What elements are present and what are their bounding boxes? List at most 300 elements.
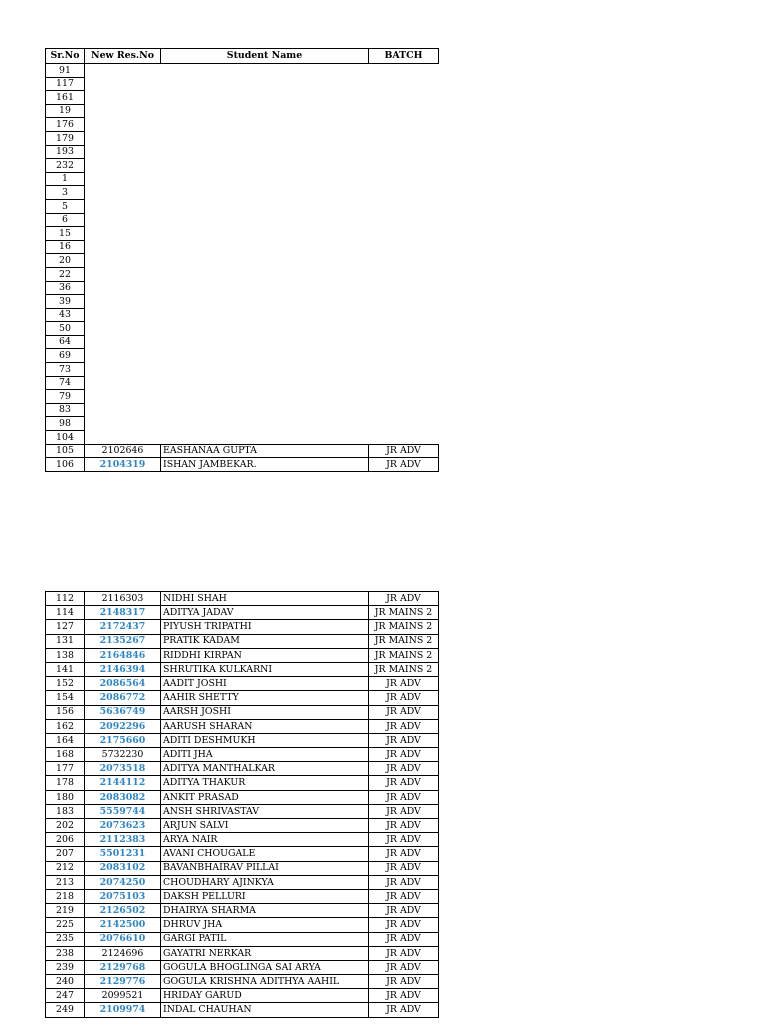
table-row xyxy=(46,677,439,691)
table-row xyxy=(46,762,439,776)
student-name-cell: AARSH JOSHI xyxy=(161,705,369,719)
sr-no-cell: 131 xyxy=(46,634,85,648)
batch-cell: JR ADV xyxy=(369,748,439,762)
empty-cell xyxy=(369,91,439,105)
batch-cell: JR MAINS 2 xyxy=(369,634,439,648)
student-name-cell: AVANI CHOUGALE xyxy=(161,847,369,861)
student-name-cell: ANSH SHRIVASTAV xyxy=(161,804,369,818)
sr-no-cell: 202 xyxy=(46,819,85,833)
sr-no-cell: 1 xyxy=(46,172,85,186)
table-row xyxy=(46,458,439,472)
student-name-cell: PIYUSH TRIPATHI xyxy=(161,620,369,634)
empty-cell xyxy=(369,349,439,363)
table-row xyxy=(46,240,439,254)
sr-no-cell: 213 xyxy=(46,875,85,889)
empty-cell xyxy=(161,131,369,145)
table-row xyxy=(46,932,439,946)
batch-cell: JR ADV xyxy=(369,861,439,875)
table-row xyxy=(46,186,439,200)
res-no-cell: 2076610 xyxy=(85,932,161,946)
batch-cell: JR MAINS 2 xyxy=(369,662,439,676)
res-no-cell: 2142500 xyxy=(85,918,161,932)
table-row xyxy=(46,403,439,417)
empty-cell xyxy=(85,159,161,173)
table-row xyxy=(46,748,439,762)
student-name-cell: ARJUN SALVI xyxy=(161,819,369,833)
table-row xyxy=(46,606,439,620)
empty-cell xyxy=(85,254,161,268)
table-row xyxy=(46,975,439,989)
batch-cell: JR ADV xyxy=(369,989,439,1003)
sr-no-cell: 117 xyxy=(46,77,85,91)
empty-cell xyxy=(85,335,161,349)
res-no-cell: 2164846 xyxy=(85,648,161,662)
table-row xyxy=(46,322,439,336)
table-row xyxy=(46,335,439,349)
res-no-cell: 2075103 xyxy=(85,889,161,903)
table-row xyxy=(46,417,439,431)
res-no-cell: 2073623 xyxy=(85,819,161,833)
empty-cell xyxy=(369,254,439,268)
table-row xyxy=(46,104,439,118)
empty-cell xyxy=(369,186,439,200)
empty-cell xyxy=(85,91,161,105)
table-row xyxy=(46,790,439,804)
res-no-cell: 2124696 xyxy=(85,946,161,960)
table-row xyxy=(46,719,439,733)
batch-cell: JR ADV xyxy=(369,1003,439,1017)
res-no-cell: 2148317 xyxy=(85,606,161,620)
table-row xyxy=(46,592,439,606)
empty-cell xyxy=(85,213,161,227)
empty-cell xyxy=(369,403,439,417)
student-name-cell: ADITYA JADAV xyxy=(161,606,369,620)
empty-cell xyxy=(85,349,161,363)
batch-cell: JR ADV xyxy=(369,691,439,705)
batch-cell: JR ADV xyxy=(369,819,439,833)
empty-cell xyxy=(369,281,439,295)
sr-no-cell: 162 xyxy=(46,719,85,733)
table-row xyxy=(46,875,439,889)
sr-no-cell: 156 xyxy=(46,705,85,719)
empty-cell xyxy=(369,390,439,404)
empty-cell xyxy=(161,240,369,254)
empty-cell xyxy=(161,390,369,404)
table-row xyxy=(46,662,439,676)
sr-no-cell: 207 xyxy=(46,847,85,861)
sr-no-cell: 64 xyxy=(46,335,85,349)
res-no-cell: 5501231 xyxy=(85,847,161,861)
res-no-cell: 2086564 xyxy=(85,677,161,691)
empty-cell xyxy=(369,145,439,159)
empty-cell xyxy=(369,104,439,118)
sr-no-cell: 249 xyxy=(46,1003,85,1017)
table-row xyxy=(46,64,439,78)
batch-cell: JR ADV xyxy=(369,592,439,606)
sr-no-cell: 225 xyxy=(46,918,85,932)
sr-no-cell: 15 xyxy=(46,227,85,241)
empty-cell xyxy=(161,403,369,417)
student-name-cell: SHRUTIKA KULKARNI xyxy=(161,662,369,676)
student-name-cell: DHRUV JHA xyxy=(161,918,369,932)
empty-cell xyxy=(161,308,369,322)
sr-no-cell: 177 xyxy=(46,762,85,776)
empty-cell xyxy=(161,349,369,363)
sr-no-cell: 74 xyxy=(46,376,85,390)
sr-no-cell: 141 xyxy=(46,662,85,676)
empty-cell xyxy=(161,104,369,118)
empty-cell xyxy=(161,363,369,377)
sr-no-cell: 50 xyxy=(46,322,85,336)
res-no-cell: 2073518 xyxy=(85,762,161,776)
sr-no-cell: 152 xyxy=(46,677,85,691)
student-name-cell: PRATIK KADAM xyxy=(161,634,369,648)
sr-no-cell: 104 xyxy=(46,431,85,445)
batch-cell: JR ADV xyxy=(369,833,439,847)
empty-cell xyxy=(161,77,369,91)
table-row xyxy=(46,648,439,662)
table-row xyxy=(46,363,439,377)
empty-cell xyxy=(161,267,369,281)
sr-no-cell: 106 xyxy=(46,458,85,472)
empty-cell xyxy=(161,186,369,200)
table-row xyxy=(46,620,439,634)
table-row xyxy=(46,634,439,648)
res-no-cell: 2086772 xyxy=(85,691,161,705)
res-no-cell: 2092296 xyxy=(85,719,161,733)
empty-cell xyxy=(369,227,439,241)
empty-cell xyxy=(161,172,369,186)
sr-no-cell: 138 xyxy=(46,648,85,662)
table-row xyxy=(46,199,439,213)
batch-cell: JR MAINS 2 xyxy=(369,648,439,662)
table-row xyxy=(46,833,439,847)
empty-cell xyxy=(85,403,161,417)
table-row xyxy=(46,989,439,1003)
student-name-cell: ADITI DESHMUKH xyxy=(161,733,369,747)
sr-no-cell: 178 xyxy=(46,776,85,790)
empty-cell xyxy=(161,159,369,173)
table-row xyxy=(46,131,439,145)
sr-no-cell: 206 xyxy=(46,833,85,847)
sr-no-cell: 193 xyxy=(46,145,85,159)
table-row xyxy=(46,213,439,227)
batch-cell: JR ADV xyxy=(369,444,439,458)
sr-no-cell: 36 xyxy=(46,281,85,295)
sr-no-cell: 69 xyxy=(46,349,85,363)
res-no-cell: 2102646 xyxy=(85,444,161,458)
empty-cell xyxy=(85,308,161,322)
batch-cell: JR ADV xyxy=(369,677,439,691)
header-res-no: New Res.No xyxy=(85,49,161,64)
student-name-cell: GARGI PATIL xyxy=(161,932,369,946)
sr-no-cell: 238 xyxy=(46,946,85,960)
sr-no-cell: 19 xyxy=(46,104,85,118)
student-name-cell: ADITYA MANTHALKAR xyxy=(161,762,369,776)
sr-no-cell: 43 xyxy=(46,308,85,322)
table-row xyxy=(46,1003,439,1017)
empty-cell xyxy=(161,295,369,309)
sr-no-cell: 83 xyxy=(46,403,85,417)
sr-no-cell: 114 xyxy=(46,606,85,620)
sr-no-cell: 161 xyxy=(46,91,85,105)
empty-cell xyxy=(85,390,161,404)
empty-cell xyxy=(369,308,439,322)
table-row xyxy=(46,267,439,281)
batch-cell: JR ADV xyxy=(369,932,439,946)
empty-cell xyxy=(85,363,161,377)
sr-no-cell: 39 xyxy=(46,295,85,309)
batch-cell: JR ADV xyxy=(369,946,439,960)
empty-cell xyxy=(369,159,439,173)
sr-no-cell: 98 xyxy=(46,417,85,431)
empty-cell xyxy=(85,186,161,200)
empty-cell xyxy=(369,131,439,145)
table-row xyxy=(46,91,439,105)
res-no-cell: 2104319 xyxy=(85,458,161,472)
empty-cell xyxy=(85,145,161,159)
student-name-cell: HRIDAY GARUD xyxy=(161,989,369,1003)
batch-cell: JR ADV xyxy=(369,889,439,903)
student-name-cell: BAVANBHAIRAV PILLAI xyxy=(161,861,369,875)
student-name-cell: DHAIRYA SHARMA xyxy=(161,904,369,918)
empty-cell xyxy=(161,118,369,132)
empty-cell xyxy=(85,295,161,309)
empty-cell xyxy=(369,295,439,309)
empty-cell xyxy=(369,267,439,281)
sr-no-cell: 22 xyxy=(46,267,85,281)
batch-cell: JR ADV xyxy=(369,458,439,472)
header-batch: BATCH xyxy=(369,49,439,64)
res-no-cell: 2109974 xyxy=(85,1003,161,1017)
empty-cell xyxy=(85,172,161,186)
empty-cell xyxy=(85,431,161,445)
student-name-cell: ADITI JHA xyxy=(161,748,369,762)
res-no-cell: 2129768 xyxy=(85,960,161,974)
empty-cell xyxy=(85,267,161,281)
sr-no-cell: 219 xyxy=(46,904,85,918)
table-row xyxy=(46,444,439,458)
student-name-cell: GAYATRI NERKAR xyxy=(161,946,369,960)
table-row xyxy=(46,904,439,918)
res-no-cell: 2126502 xyxy=(85,904,161,918)
table-row xyxy=(46,776,439,790)
empty-cell xyxy=(85,64,161,78)
empty-cell xyxy=(369,77,439,91)
table-row xyxy=(46,733,439,747)
res-no-cell: 2129776 xyxy=(85,975,161,989)
empty-cell xyxy=(369,417,439,431)
batch-cell: JR ADV xyxy=(369,875,439,889)
sr-no-cell: 91 xyxy=(46,64,85,78)
student-name-cell: GOGULA BHOGLINGA SAI ARYA xyxy=(161,960,369,974)
table-row xyxy=(46,390,439,404)
sr-no-cell: 235 xyxy=(46,932,85,946)
sr-no-cell: 180 xyxy=(46,790,85,804)
empty-cell xyxy=(161,227,369,241)
empty-cell xyxy=(369,376,439,390)
empty-cell xyxy=(85,281,161,295)
sr-no-cell: 168 xyxy=(46,748,85,762)
table-row xyxy=(46,918,439,932)
empty-cell xyxy=(85,322,161,336)
res-no-cell: 2112383 xyxy=(85,833,161,847)
table-row xyxy=(46,118,439,132)
empty-cell xyxy=(161,417,369,431)
student-name-cell: CHOUDHARY AJINKYA xyxy=(161,875,369,889)
batch-cell: JR ADV xyxy=(369,719,439,733)
empty-cell xyxy=(369,240,439,254)
batch-cell: JR ADV xyxy=(369,847,439,861)
sr-no-cell: 183 xyxy=(46,804,85,818)
res-no-cell: 2074250 xyxy=(85,875,161,889)
res-no-cell: 5559744 xyxy=(85,804,161,818)
empty-cell xyxy=(85,240,161,254)
sr-no-cell: 105 xyxy=(46,444,85,458)
table-row xyxy=(46,145,439,159)
student-name-cell: AAHIR SHETTY xyxy=(161,691,369,705)
table-row xyxy=(46,349,439,363)
empty-cell xyxy=(369,64,439,78)
table-row xyxy=(46,861,439,875)
sr-no-cell: 164 xyxy=(46,733,85,747)
empty-cell xyxy=(369,118,439,132)
header-student-name: Student Name xyxy=(161,49,369,64)
empty-cell xyxy=(161,64,369,78)
table-row xyxy=(46,77,439,91)
batch-cell: JR ADV xyxy=(369,733,439,747)
table-row xyxy=(46,295,439,309)
batch-cell: JR ADV xyxy=(369,762,439,776)
student-name-cell: ADITYA THAKUR xyxy=(161,776,369,790)
empty-cell xyxy=(85,417,161,431)
sr-no-cell: 239 xyxy=(46,960,85,974)
student-name-cell: AARUSH SHARAN xyxy=(161,719,369,733)
empty-cell xyxy=(85,118,161,132)
res-no-cell: 2172437 xyxy=(85,620,161,634)
sr-no-cell: 3 xyxy=(46,186,85,200)
empty-cell xyxy=(161,335,369,349)
sr-no-cell: 127 xyxy=(46,620,85,634)
table-row xyxy=(46,431,439,445)
batch-cell: JR ADV xyxy=(369,918,439,932)
res-no-cell: 2135267 xyxy=(85,634,161,648)
empty-cell xyxy=(85,104,161,118)
table-row xyxy=(46,172,439,186)
empty-cell xyxy=(369,431,439,445)
sr-no-cell: 212 xyxy=(46,861,85,875)
student-name-cell: NIDHI SHAH xyxy=(161,592,369,606)
res-no-cell: 5732230 xyxy=(85,748,161,762)
table-row xyxy=(46,281,439,295)
res-no-cell: 2099521 xyxy=(85,989,161,1003)
student-name-cell: ISHAN JAMBEKAR. xyxy=(161,458,369,472)
batch-cell: JR ADV xyxy=(369,790,439,804)
table-row xyxy=(46,691,439,705)
student-name-cell: INDAL CHAUHAN xyxy=(161,1003,369,1017)
sr-no-cell: 247 xyxy=(46,989,85,1003)
sr-no-cell: 112 xyxy=(46,592,85,606)
student-name-cell: RIDDHI KIRPAN xyxy=(161,648,369,662)
student-name-cell: EASHANAA GUPTA xyxy=(161,444,369,458)
res-no-cell: 2083102 xyxy=(85,861,161,875)
empty-cell xyxy=(161,213,369,227)
empty-cell xyxy=(369,363,439,377)
res-no-cell: 2083082 xyxy=(85,790,161,804)
sr-no-cell: 232 xyxy=(46,159,85,173)
header-sr-no: Sr.No xyxy=(46,49,85,64)
batch-cell: JR MAINS 2 xyxy=(369,620,439,634)
sr-no-cell: 179 xyxy=(46,131,85,145)
sr-no-cell: 218 xyxy=(46,889,85,903)
table-row xyxy=(46,254,439,268)
empty-cell xyxy=(85,131,161,145)
student-table-top xyxy=(45,48,439,472)
batch-cell: JR MAINS 2 xyxy=(369,606,439,620)
sr-no-cell: 16 xyxy=(46,240,85,254)
empty-cell xyxy=(369,335,439,349)
batch-cell: JR ADV xyxy=(369,975,439,989)
student-name-cell: ARYA NAIR xyxy=(161,833,369,847)
student-table-bottom xyxy=(45,591,439,1018)
table-row xyxy=(46,946,439,960)
empty-cell xyxy=(161,431,369,445)
empty-cell xyxy=(161,254,369,268)
batch-cell: JR ADV xyxy=(369,804,439,818)
empty-cell xyxy=(161,199,369,213)
table-row xyxy=(46,705,439,719)
empty-cell xyxy=(161,281,369,295)
sr-no-cell: 6 xyxy=(46,213,85,227)
empty-cell xyxy=(161,91,369,105)
table-row xyxy=(46,819,439,833)
sr-no-cell: 73 xyxy=(46,363,85,377)
table-row xyxy=(46,376,439,390)
empty-cell xyxy=(85,77,161,91)
res-no-cell: 2116303 xyxy=(85,592,161,606)
batch-cell: JR ADV xyxy=(369,960,439,974)
sr-no-cell: 79 xyxy=(46,390,85,404)
empty-cell xyxy=(85,199,161,213)
table-row xyxy=(46,847,439,861)
empty-cell xyxy=(85,227,161,241)
batch-cell: JR ADV xyxy=(369,904,439,918)
table-row xyxy=(46,804,439,818)
sr-no-cell: 240 xyxy=(46,975,85,989)
student-name-cell: GOGULA KRISHNA ADITHYA AAHIL xyxy=(161,975,369,989)
sr-no-cell: 20 xyxy=(46,254,85,268)
student-name-cell: DAKSH PELLURI xyxy=(161,889,369,903)
sr-no-cell: 5 xyxy=(46,199,85,213)
table-row xyxy=(46,159,439,173)
table-row xyxy=(46,889,439,903)
res-no-cell: 2144112 xyxy=(85,776,161,790)
sr-no-cell: 176 xyxy=(46,118,85,132)
student-name-cell: AADIT JOSHI xyxy=(161,677,369,691)
res-no-cell: 2175660 xyxy=(85,733,161,747)
empty-cell xyxy=(161,376,369,390)
batch-cell: JR ADV xyxy=(369,776,439,790)
table-row xyxy=(46,308,439,322)
empty-cell xyxy=(369,322,439,336)
empty-cell xyxy=(369,199,439,213)
empty-cell xyxy=(369,213,439,227)
empty-cell xyxy=(85,376,161,390)
student-name-cell: ANKIT PRASAD xyxy=(161,790,369,804)
empty-cell xyxy=(161,145,369,159)
res-no-cell: 2146394 xyxy=(85,662,161,676)
header-row xyxy=(46,49,439,64)
